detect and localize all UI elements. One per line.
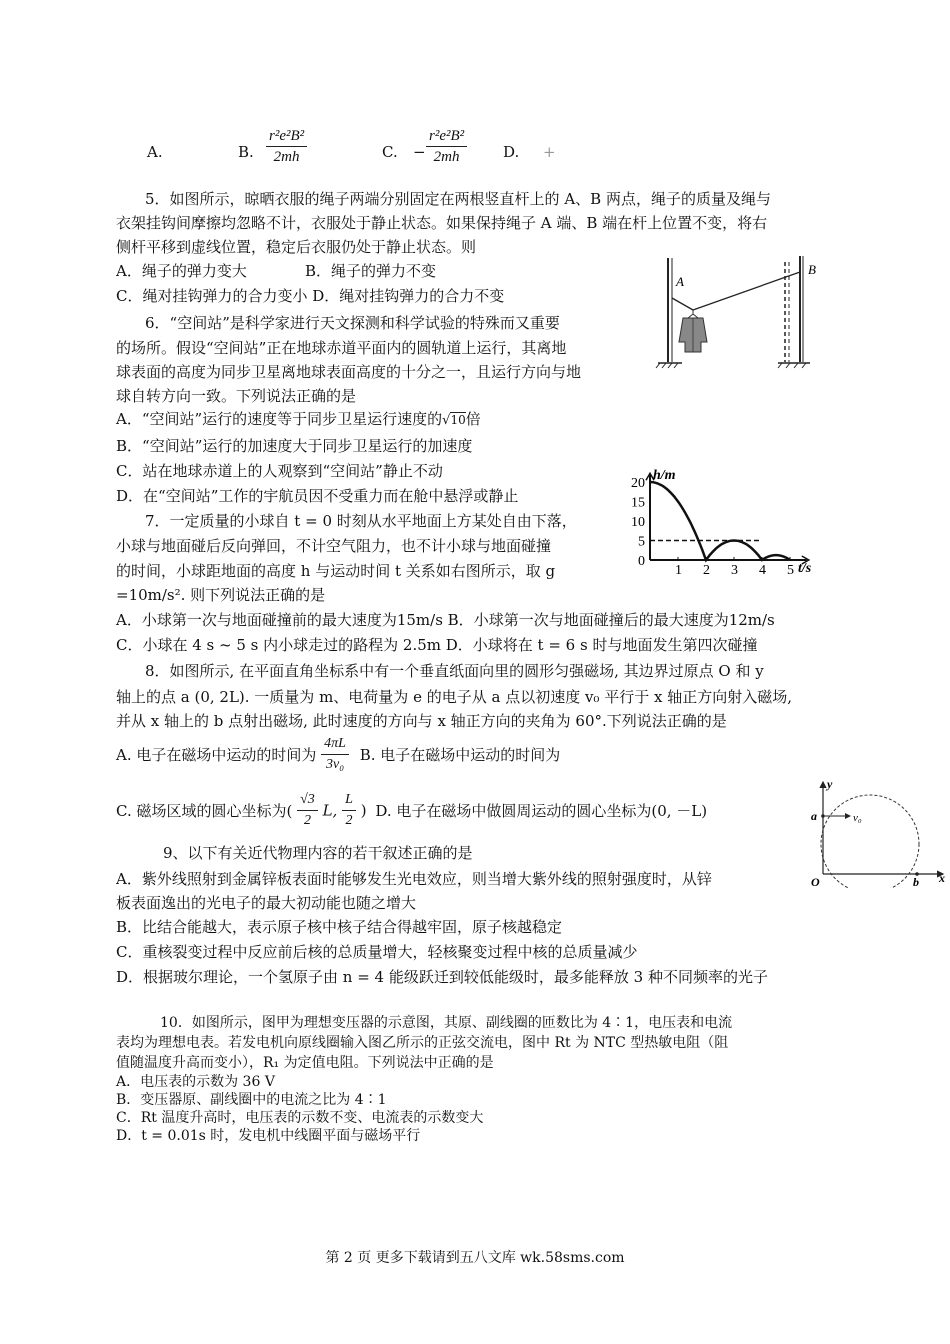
fraction-denominator: 2 [303,813,311,828]
q6-option-c: C．站在地球赤道上的人观察到“空间站”静止不动 [116,462,443,480]
q7-line-3: 的时间，小球距地面的高度 h 与运动时间 t 关系如右图所示，取 g [116,562,556,580]
q10-option-d: D．t = 0.01s 时，发电机中线圈平面与磁场平行 [116,1128,421,1144]
q4-option-b: B. [238,143,254,161]
q9-option-b: B．比结合能越大，表示原子核中核子结合得越牢固，原子核越稳定 [116,918,563,936]
page-footer: 第 2 页 更多下载请到五八文库 wk.58sms.com [325,1250,625,1266]
y-tick-label: 20 [631,476,645,491]
fraction-numerator: r²e²B² [426,126,467,147]
q6-option-a-suffix: 倍 [465,410,481,428]
q7-line-2: 小球与地面碰后反向弹回，不计空气阻力，也不计小球与地面碰撞 [116,537,552,555]
fraction-numerator: r²e²B² [266,126,307,147]
y-axis-label: h/m [653,468,676,484]
q8-options-cd [116,790,707,831]
q7-line-1: 7．一定质量的小球自 t = 0 时刻从水平地面上方某处自由下落， [145,512,577,530]
q4-option-c: C. [382,143,398,161]
q9-option-a-line-1: A．紫外线照射到金属锌板表面时能够发生光电效应，则当增大紫外线的照射强度时，从锌 [116,870,712,888]
q7-line-4: =10m/s². 则下列说法正确的是 [116,586,326,604]
y-axis-label: y [827,777,833,791]
q10-line-3: 值随温度升高而变小），R₁ 为定值电阻。下列说法中正确的是 [116,1055,494,1071]
q9-title: 9、以下有关近代物理内容的若干叙述正确的是 [163,844,473,862]
x-tick-label: 5 [787,563,794,578]
q4-option-a: A. [147,143,163,161]
y-tick-label: 10 [631,515,645,530]
q8-line-2: 轴上的点 a (0, 2L). 一质量为 m、电荷量为 e 的电子从 a 点以初速度 v₀ 平行于 x 轴正方向射入磁场, [116,688,792,706]
fraction-denominator: 3v₀ [326,757,345,772]
q7-option-ab: A．小球第一次与地面碰撞前的最大速度为15m/s B．小球第一次与地面碰撞后的最大速度为12m/s [116,611,775,629]
q6-option-d: D．在“空间站”工作的宇航员因不受重力而在舱中悬浮或静止 [116,487,519,505]
y-tick-label: 5 [638,534,645,550]
x-tick-label: 2 [703,563,710,578]
shirt-icon [679,310,707,352]
q8-line-3: 并从 x 轴上的 b 点射出磁场, 此时速度的方向与 x 轴正方向的夹角为 60°.下列说法正确的是 [116,712,727,730]
q8-option-c-text: C. 磁场区域的圆心坐标为( [116,802,293,820]
fraction-denominator: 2 [345,813,353,828]
q5-line-3: 侧杆平移到虚线位置，稳定后衣服仍处于静止状态。则 [116,238,477,256]
origin-label: O [811,875,820,888]
fraction-denominator: 2mh [273,149,300,165]
magnetic-field-figure [805,776,950,888]
fraction-numerator: L [342,790,356,811]
bounce-curve [650,482,790,560]
q6-option-a [116,408,481,432]
q5-line-1: 5．如图所示，晾晒衣服的绳子两端分别固定在两根竖直杆上的 A、B 两点，绳子的质量及绳与 [145,190,771,208]
fraction-numerator: √3 [297,790,318,811]
q5-option-a: A．绳子的弹力变大 [116,262,247,280]
fraction-denominator: 2mh [433,149,460,165]
x-tick-label: 3 [731,563,738,578]
q4-option-d: D. [503,143,520,161]
q10-line-2: 表均为理想电表。若发电机向原线圈输入图乙所示的正弦交流电，图中 Rt 为 NTC 型热敏电阻（阻 [116,1035,729,1051]
x-tick-label: 4 [759,563,766,578]
q6-option-a-text: A．“空间站”运行的速度等于同步卫星运行速度的 [116,410,443,428]
q6-line-4: 球自转方向一致。下列说法正确的是 [116,387,357,405]
fraction-numerator: 4πL [321,734,349,755]
sqrt-radicand: 10 [450,413,466,427]
q5-option-b: B．绳子的弹力不变 [305,262,437,280]
q9-option-c: C．重核裂变过程中反应前后核的总质量增大，轻核聚变过程中核的总质量减少 [116,943,638,961]
q7-option-cd: C．小球在 4 s ~ 5 s 内小球走过的路程为 2.5m D．小球将在 t = 6 s 时与地面发生第四次碰撞 [116,636,758,654]
q4-option-b-fraction [266,126,307,167]
q4-option-c-fraction [426,126,467,167]
q5-line-2: 衣架挂钩间摩擦均忽略不计，衣服处于静止状态。如果保持绳子 A 端、B 端在杆上位置不变，将右 [116,214,768,232]
height-time-chart [615,460,835,580]
q8-line-1: 8．如图所示, 在平面直角坐标系中有一个垂直纸面向里的圆形匀强磁场, 其边界过原点 O 和 y [145,662,764,680]
q5-option-cd: C．绳对挂钩弹力的合力变小 D．绳对挂钩弹力的合力不变 [116,287,505,305]
q8-options-ab [116,734,560,775]
x-axis-label: x [939,871,945,885]
q9-option-a-line-2: 板表面逸出的光电子的最大初动能也随之增大 [116,894,417,912]
q6-line-2: 的场所。假设“空间站”正在地球赤道平面内的圆轨道上运行，其离地 [116,339,567,357]
x-axis-label: t/s [798,561,812,576]
q8-option-b: B. 电子在磁场中运动的时间为 [359,746,561,764]
q10-option-c: C．Rt 温度升高时，电压表的示数不变、电流表的示数变大 [116,1110,484,1126]
point-b-label: B [808,262,816,277]
point-a-label: a [811,809,817,823]
clothesline-figure [650,252,825,372]
point-b-label: b [913,875,919,888]
point-a-label: A [676,274,684,289]
q8-option-d: D. 电子在磁场中做圆周运动的圆心坐标为(0, －L) [375,802,708,820]
q6-option-b: B．“空间站”运行的加速度大于同步卫星运行的加速度 [116,437,473,455]
sqrt-symbol: √ [442,413,451,428]
q10-option-a: A．电压表的示数为 36 V [116,1074,275,1090]
y-tick-label: 0 [638,554,645,569]
x-tick-label: 1 [675,563,682,578]
q8-option-a-text: A. 电子在磁场中运动的时间为 [116,746,317,764]
y-tick-label: 15 [631,495,645,511]
q6-line-3: 球表面的高度为同步卫星离地球表面高度的十分之一，且运行方向与地 [116,363,582,381]
q8-option-c-mid: L, [322,801,338,820]
q10-option-b: B．变压器原、副线圈中的电流之比为 4∶1 [116,1092,387,1108]
q10-line-1: 10．如图所示，图甲为理想变压器的示意图，其原、副线圈的匝数比为 4∶1，电压表和电流 [160,1015,733,1031]
q8-option-c-close: ) [360,801,367,820]
q6-line-1: 6．“空间站”是科学家进行天文探测和科学试验的特殊而又重要 [145,314,560,332]
velocity-label: v₀ [853,812,862,824]
q4-option-d-text: + [543,143,556,161]
q4-option-c-sign: − [413,143,426,161]
q9-option-d: D．根据玻尔理论，一个氢原子由 n = 4 能级跃迁到较低能级时，最多能释放 3 种不同频率的光子 [116,968,768,986]
